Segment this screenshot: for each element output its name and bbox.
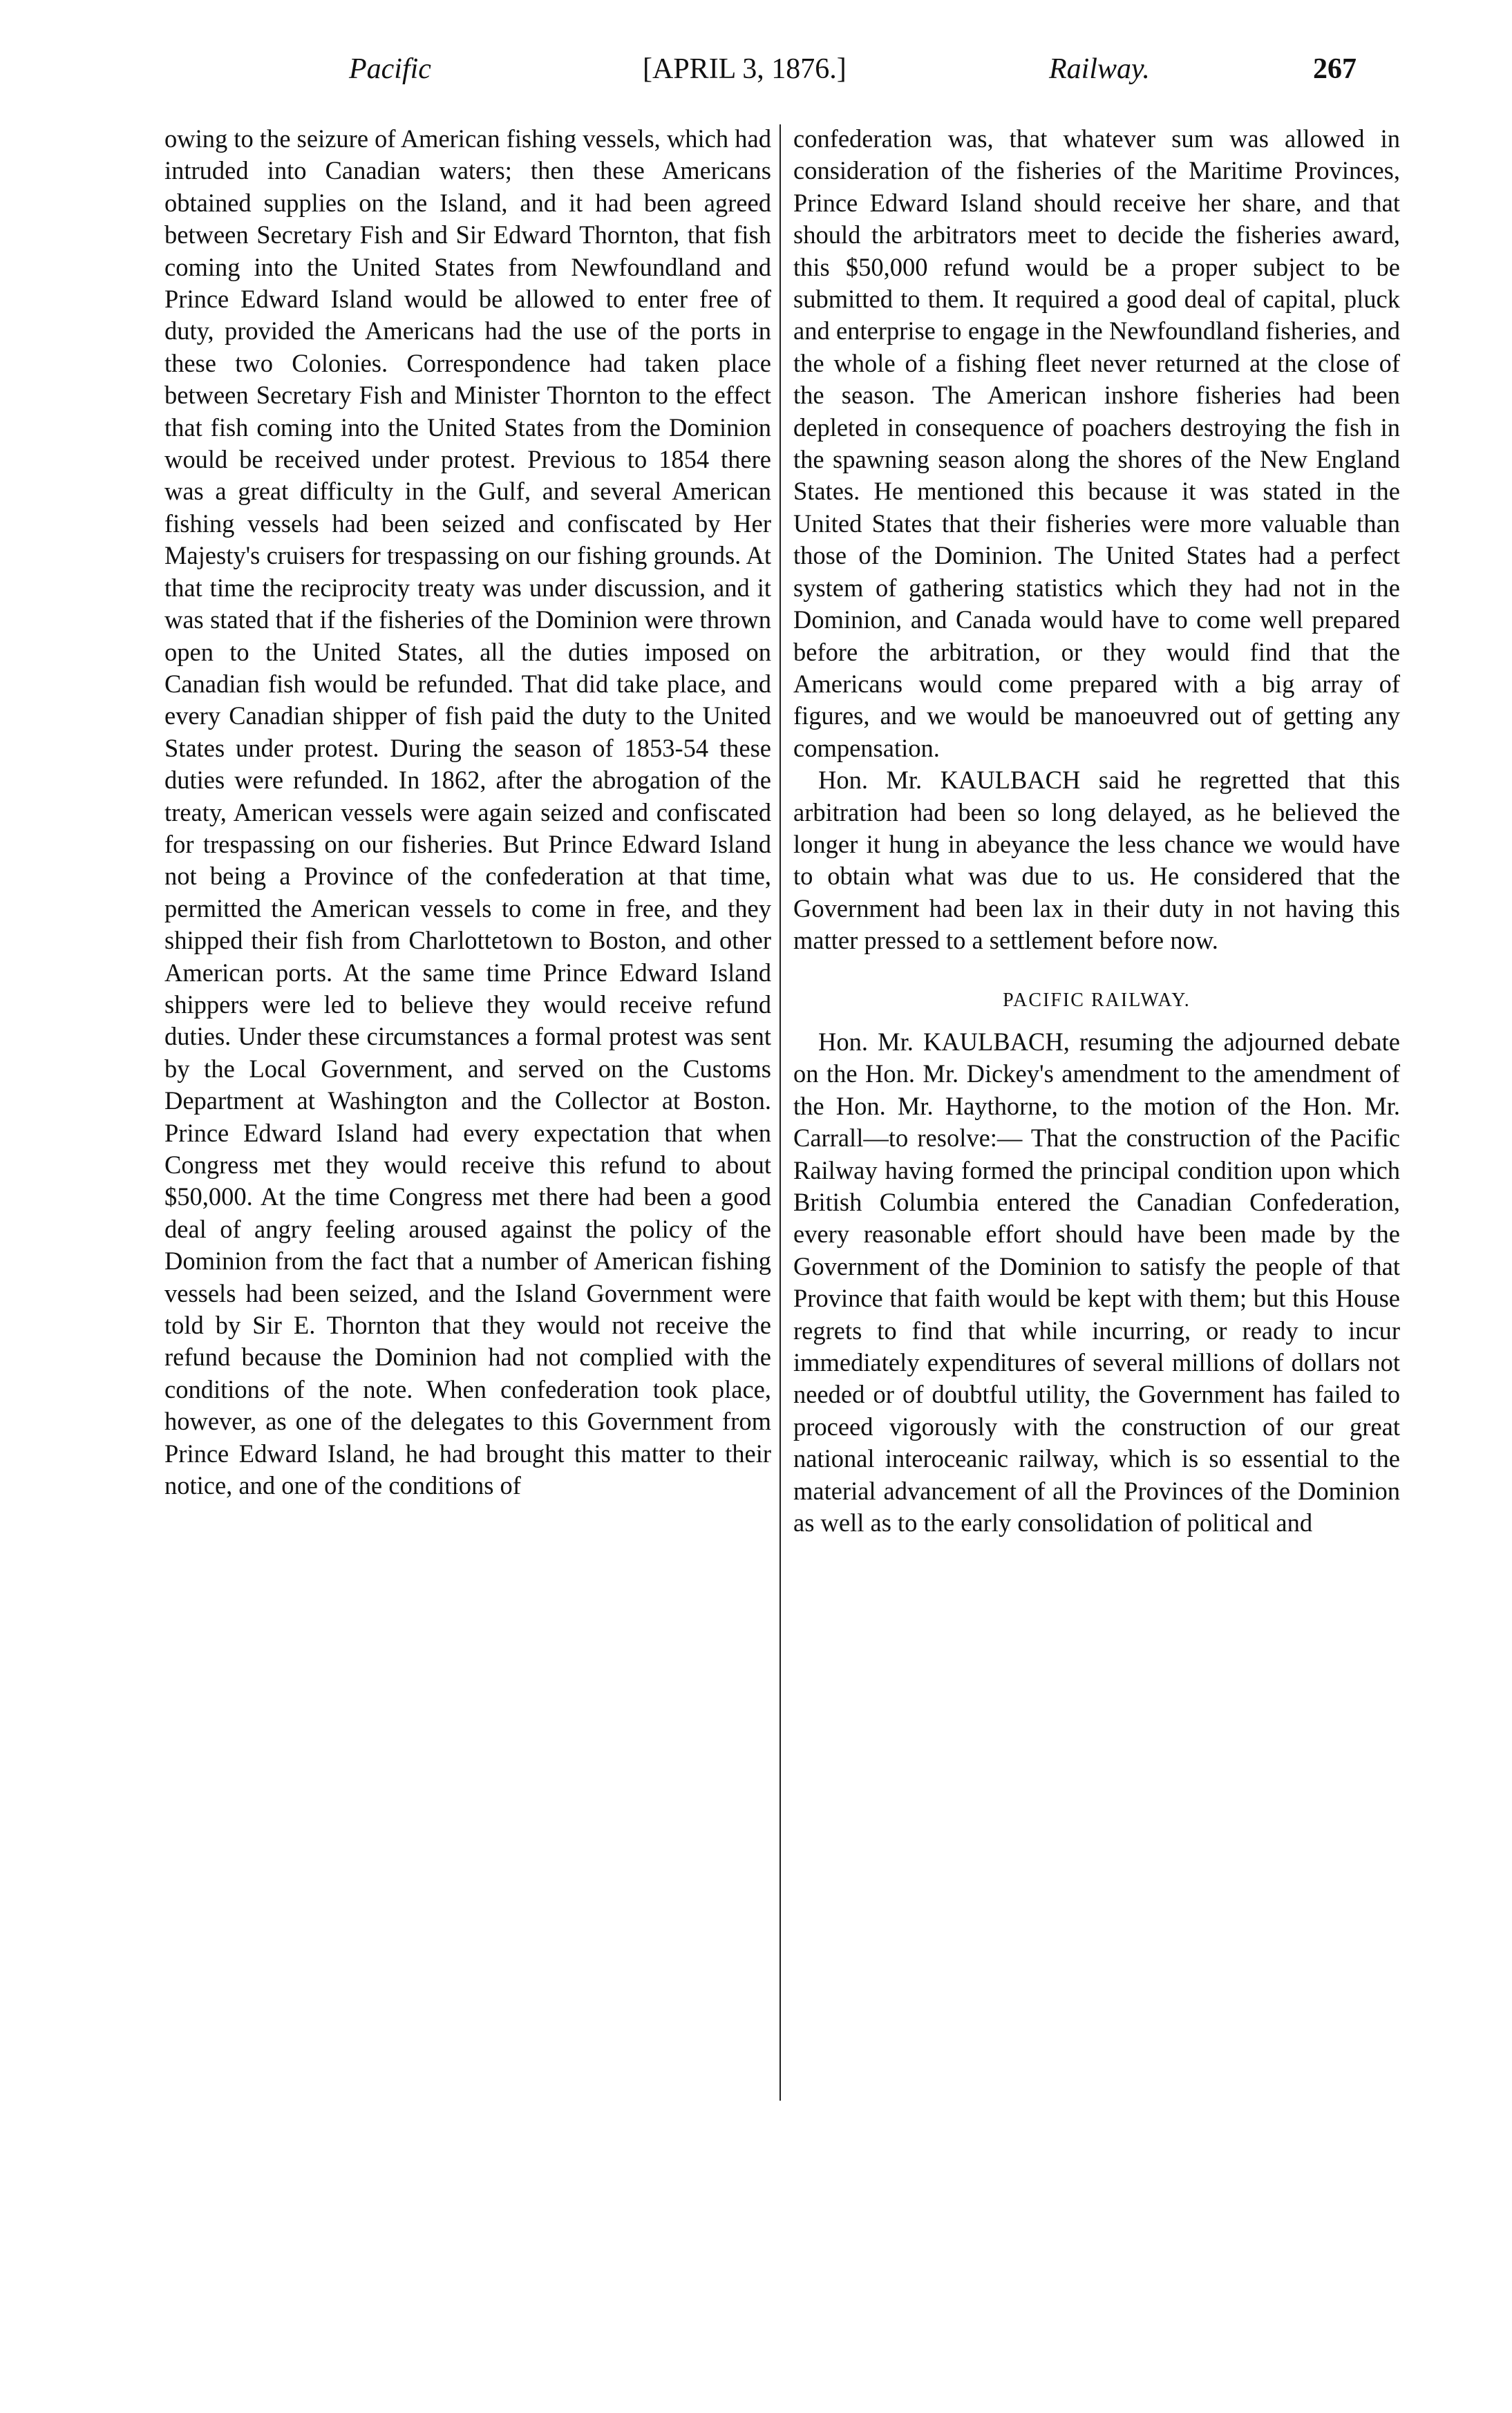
section-heading: PACIFIC RAILWAY. (1003, 989, 1191, 1011)
column-divider (779, 124, 781, 2101)
header-right-title: Railway. (1049, 53, 1150, 85)
paragraph: confederation was, that whatever sum was allowed in consideration of the fisheries of the Maritime Provinces, Prince Edward Island should receive her share, and that should the arbitrators meet to decide the fisheries award, this $50,000 refund would be a proper subject to be submitted to them. It required a good deal of capital, pluck and enterprise to engage in the Newfoundland fisheries, and the whole of a fishing fleet never returned at the close of the season. The American inshore fisheries had been depleted in consequence of poachers destroying the fish in the spawning season along the shores of the New England States. He mentioned this because it was stated in the United States that their fisheries were more valuable than those of the Dominion. The United States had a perfect system of gathering statistics which they had not in the Dominion, and Canada would have to come well prepared before the arbitration, or they would find that the Americans would come prepared with a big array of figures, and we would be manoeuvred out of getting any compensation. (793, 124, 1400, 762)
running-header (159, 48, 1417, 90)
paragraph: Hon. Mr. KAULBACH said he regretted that this arbitration had been so long delayed, as he believed the longer it hung in abeyance the less chance we would have to obtain what was due to us. He considered that the Government had been lax in their duty in not having this matter pressed to a settlement before now. (793, 766, 1400, 955)
left-column (164, 123, 771, 1502)
paragraph: owing to the seizure of American fishing vessels, which had intruded into Canadian waters; then these Americans obtained supplies on the Island, and it had been agreed between Secretary Fish and Sir Edward Thornton, that fish coming into the United States from Newfoundland and Prince Edward Island would be allowed to enter free of duty, provided the Americans had the use of the ports in these two Colonies. Correspondence had taken place between Secretary Fish and Minister Thornton to the effect that fish coming into the United States from the Dominion would be received under protest. Previous to 1854 there was a great difficulty in the Gulf, and several American fishing vessels had been seized and confiscated by Her Majesty's cruisers for trespassing on our fishing grounds. At that time the reciprocity treaty was under discussion, and it was stated that if the fisheries of the Dominion were thrown open to the United States, all the duties imposed on Canadian fish would be refunded. That did take place, and every Canadian shipper of fish paid the duty to the United States under protest. During the season of 1853-54 these duties were refunded. In 1862, after the abrogation of the treaty, American vessels were again seized and confiscated for trespassing on our fisheries. But Prince Edward Island not being a Province of the confederation at that time, permitted the American vessels to come in free, and they shipped their fish from Charlottetown to Boston, and other American ports. At the same time Prince Edward Island shippers were led to believe they would receive refund duties. Under these circumstances a formal protest was sent by the Local Government, and served on the Customs Department at Washington and the Collector at Boston. Prince Edward Island had every expectation that when Congress met they would receive this refund to about $50,000. At the time Congress met there had been a good deal of angry feeling aroused against the policy of the Dominion from the fact that a number of American fishing vessels had been seized, and the Island Government were told by Sir E. Thornton that they would not receive the refund because the Dominion had not complied with the conditions of the note. When confederation took place, however, as one of the delegates to this Government from Prince Edward Island, he had brought this matter to their notice, and one of the conditions of (164, 124, 771, 1500)
header-date: [APRIL 3, 1876.] (643, 53, 847, 85)
paragraph: Hon. Mr. KAULBACH, resuming the adjourned debate on the Hon. Mr. Dickey's amendment to the amendment of the Hon. Mr. Haythorne, to the motion of the Hon. Mr. Carrall—to resolve:— That the construction of the Pacific Railway having formed the principal condition upon which British Columbia entered the Canadian Confederation, every reasonable effort should have been made by the Government of the Dominion to satisfy the people of that Province that faith would be kept with them; but this House regrets to find that while incurring, or ready to incur immediately expenditures of several millions of dollars not needed or of doubtful utility, the Government has failed to proceed vigorously with the construction of our great national interoceanic railway, which is so essential to the material advancement of all the Provinces of the Dominion as well as to the early consolidation of political and (793, 1027, 1400, 1537)
header-left-title: Pacific (349, 53, 431, 85)
page-number: 267 (1313, 53, 1357, 85)
right-column (793, 123, 1400, 1539)
